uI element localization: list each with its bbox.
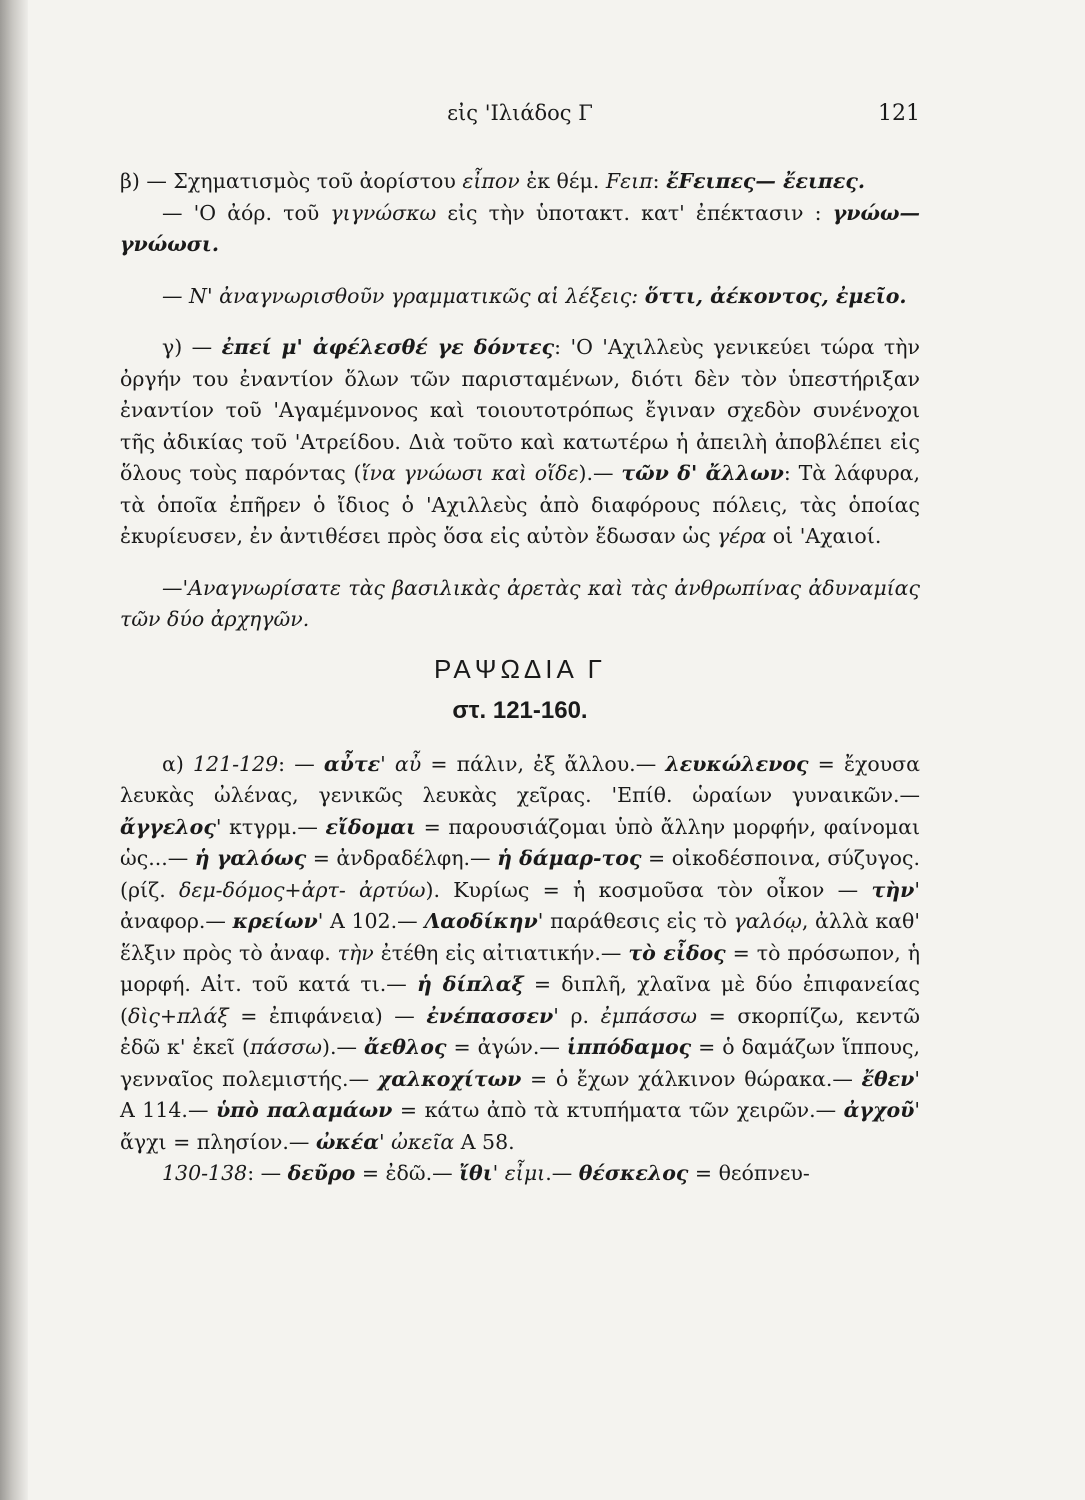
paragraph-exercise-virtues: —'Αναγνωρίσατε τὰς βασιλικὰς ἀρετὰς καὶ τὰς ἀνθρωπίνας ἀδυναμίας τῶν δύο ἀρχηγῶν. (120, 575, 920, 631)
page-body (120, 96, 920, 1190)
page-header (120, 96, 920, 136)
paragraph-last: 130-138: — δεῦρο = ἐδῶ.— ἴθι' εἶμι.— θέσκελος = θεόπνευ- (162, 1161, 810, 1185)
page-number: 121 (878, 101, 920, 126)
paragraph-exercise-forms: — Ν' ἀναγνωρισθοῦν γραμματικῶς αἱ λέξεις: ὅττι, ἀέκοντος, ἐμεῖο. (162, 283, 907, 308)
paragraph-beta-2: — 'Ο ἀόρ. τοῦ γιγνώσκω εἰς τὴν ὑποτακτ. κατ' ἐπέκτασιν : γνώω— γνώωσι. (120, 200, 920, 256)
section-subtitle: στ. 121-160. (452, 697, 588, 724)
book-spine-shadow (0, 0, 28, 1500)
paragraph-beta: β) — Σχηματισμὸς τοῦ ἀορίστου εἶπον ἐκ θέμ. Fειπ: ἔFειπες— ἔειπες. (120, 169, 865, 193)
paragraph-alpha: α) 121-129: — αὖτε' αὖ = πάλιν, ἐξ ἄλλου.— λευκώλενος = ἔχουσα λευκὰς ὠλένας, γενικῶς λευκὰς χεῖρας. 'Επίθ. ὡραίων γυναικῶν.— ἄγγελος' κτγρμ.— εἴδομαι = παρουσιάζομαι ὑπὸ ἄλλην μορφήν, φαίνομαι ὡς...— ἡ γαλόως = ἀνδραδέλφη.— ἡ δάμαρ-τος = οἰκοδέσποινα, σύζυγος. (ρίζ. δεμ-δόμος+ἀρτ- ἀρτύω). Κυρίως = ἡ κοσμοῦσα τὸν οἶκον — τὴν' ἀναφορ.— κρείων' Α 102.— Λαοδίκην' παράθεσις εἰς τὸ γαλόῳ, ἀλλὰ καθ' ἕλξιν πρὸς τὸ ἀναφ. τὴν ἐτέθη εἰς αἰτιατικήν.— τὸ εἶδος = τὸ πρόσωπον, ἡ μορφή. Αἰτ. τοῦ κατά τι.— ἡ δίπλαξ = διπλῆ, χλαῖνα μὲ δύο ἐπιφανείας (δὶς+πλάξ = ἐπιφάνεια) — ἐνέπασσεν' ρ. ἐμπάσσω = σκορπίζω, κεντῶ ἐδῶ κ' ἐκεῖ (πάσσω).— ἄεθλος = ἀγών.— ἱππόδαμος = ὁ δαμάζων ἵππους, γενναῖος πολεμιστής.— χαλκοχίτων = ὁ ἔχων χάλκινον θώρακα.— ἔθεν' Α 114.— ὑπὸ παλαμάων = κάτω ἀπὸ τὰ κτυπήματα τῶν χειρῶν.— ἀγχοῦ' ἄγχι = πλησίον.— ὠκέα' ὠκεῖα Α 58. (120, 751, 921, 1154)
running-head: εἰς 'Ιλιάδος Γ (447, 101, 593, 125)
section-title: ΡΑΨΩΔΙΑ Γ (434, 653, 606, 684)
paragraph-gamma: γ) — ἐπεί μ' ἀφέλεσθέ γε δόντες: 'Ο 'Αχιλλεὺς γενικεύει τώρα τὴν ὀργήν του ἐναντίον ὅλων τῶν παρισταμένων, διότι δὲν τὸν ὑπεστήριξαν ἐναντίον τοῦ 'Αγαμέμνονος καὶ τοιουτοτρόπως ἔγιναν σχεδὸν συνένοχοι τῆς ἀδικίας τοῦ 'Ατρείδου. Διὰ τοῦτο καὶ κατωτέρω ἡ ἀπειλὴ ἀποβλέπει εἰς ὅλους τοὺς παρόντας (ἵνα γνώωσι καὶ οἵδε).— τῶν δ' ἄλλων: Τὰ λάφυρα, τὰ ὁποῖα ἐπῆρεν ὁ ἴδιος ὁ 'Αχιλλεὺς ἀπὸ διαφόρους πόλεις, τὰς ὁποίας ἐκυρίευσεν, ἐν ἀντιθέσει πρὸς ὅσα εἰς αὐτὸν ἔδωσαν ὡς γέρα οἱ 'Αχαιοί. (120, 335, 921, 548)
